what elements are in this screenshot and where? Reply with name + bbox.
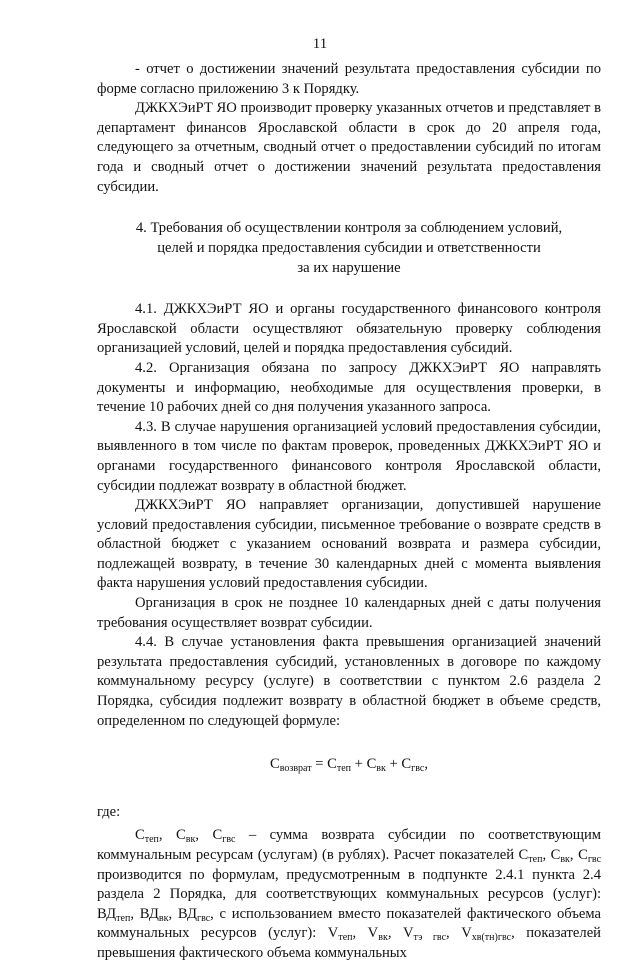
section-heading-line: 4. Требования об осуществлении контроля за соблюдением условий, bbox=[135, 220, 563, 237]
paragraph-4-3: 4.3. В случае нарушения организацией условий предоставления субсидии, выявленного в том числе по фактам проверок, проведенных ДЖКХЭиРТ ЯО и органами государственного финансового контроля Ярославской области, субсидии подлежат возврату в областной бюджет. bbox=[97, 418, 601, 494]
return-formula: $С_{возврат} = С_{теп} + С_{вк} + С_{гвс}$, bbox=[269, 756, 429, 775]
paragraph-requirement: ДЖКХЭиРТ ЯО направляет организации, допустившей нарушение условий предоставления субсидии, письменное требование о возврате средств в областной бюджет с указанием оснований возврата и размера субсидии, подлежащей возврату, в течение 30 календарных дней с момента выявления факта нарушения условий предоставления субсидии. bbox=[97, 497, 601, 592]
paragraph-4-4: 4.4. В случае установления факта превышения организацией значений результата предоставления субсидий, установленных в договоре по каждому коммунальному ресурсу (услуге) в соответствии с пунктом 2.6 раздела 2 Порядка, субсидия подлежит возврату в областной бюджет в объеме средств, определенном по следующей формуле: bbox=[97, 634, 601, 729]
paragraph-formula-definitions: $С_{теп}$, $С_{вк}$, $С_{гвс}$ – сумма возврата субсидии по соответствующим коммунальным ресурсам (услугам) (в рублях). Расчет показателей $С_{теп}$, $С_{вк}$, $С_{гвс}$ производится по формулам, предусмотренным в подпункте 2.4.1 пункта 2.4 раздела 2 Порядка, для соответствующих коммунальных ресурсов (услуг): $ВД_{теп}$, $ВД_{вк}$, $ВД_{гвс}$, с использованием вместо показателей фактического объема коммунальных ресурсов (услуг): $V_{теп}$, $V_{вк}$, $V_{тэ гвс}$, $V_{хв(тн)гвс}$, показателей превышения фактического объема коммунальных bbox=[97, 827, 602, 961]
paragraph-report-form: - отчет о достижении значений результата предоставления субсидии по форме согласно приложению 3 к Порядку. bbox=[97, 61, 601, 97]
paragraph-return-deadline: Организация в срок не позднее 10 календарных дней с даты получения требования осуществляет возврат субсидии. bbox=[97, 595, 601, 631]
section-heading bbox=[97, 218, 601, 278]
where-label: где: bbox=[97, 803, 121, 820]
paragraph-4-1: 4.1. ДЖКХЭиРТ ЯО и органы государственного финансового контроля Ярославской области осуществляют обязательную проверку соблюдения организацией условий, целей и порядка предоставления субсидий. bbox=[97, 301, 601, 357]
document-body bbox=[97, 60, 601, 964]
paragraph-4-2: 4.2. Организация обязана по запросу ДЖКХЭиРТ ЯО направлять документы и информацию, необходимые для осуществления проверки, в течение 10 рабочих дней со дня получения указанного запроса. bbox=[97, 359, 601, 416]
page-number: 11 bbox=[312, 36, 328, 52]
section-heading-line: целей и порядка предоставления субсидии и ответственности bbox=[157, 240, 541, 257]
paragraph-report-check: ДЖКХЭиРТ ЯО производит проверку указанных отчетов и представляет в департамент финансов Ярославской области в срок до 20 апреля года, следующего за отчетным, сводный отчет о предоставлении субсидий по итогам года и сводный отчет о достижении значений результата предоставления субсидии. bbox=[97, 100, 601, 195]
section-heading-line: за их нарушение bbox=[297, 260, 401, 277]
